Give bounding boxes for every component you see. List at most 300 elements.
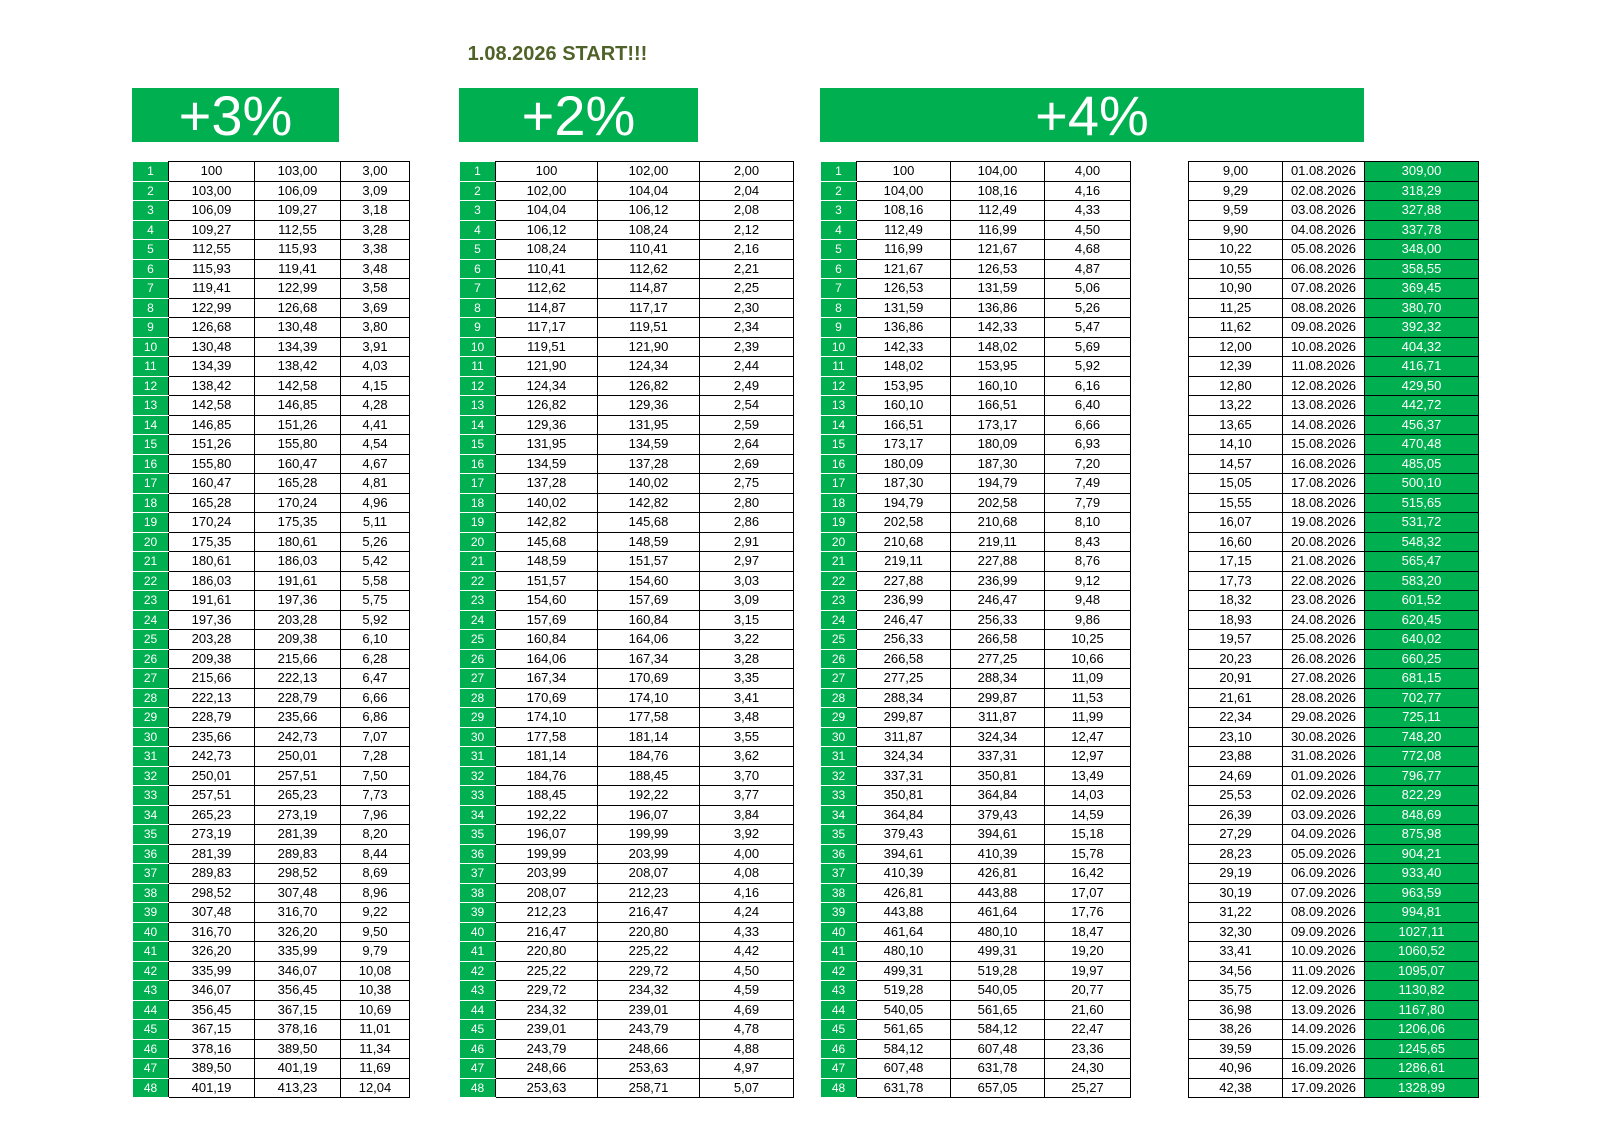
value-cell: 13,22: [1189, 396, 1283, 416]
row-number: 39: [460, 903, 496, 923]
value-cell: 4,24: [700, 903, 794, 923]
row-number: 43: [821, 981, 857, 1001]
row-number: 27: [821, 669, 857, 689]
table-row: [133, 376, 410, 396]
date-cell: 24.08.2026: [1283, 610, 1365, 630]
value-cell: 197,36: [255, 591, 341, 611]
value-cell: 202,58: [857, 513, 951, 533]
value-cell: 154,60: [496, 591, 598, 611]
value-cell: 311,87: [951, 708, 1045, 728]
value-cell: 148,02: [857, 357, 951, 377]
running-total-cell: 601,52: [1365, 591, 1479, 611]
value-cell: 17,07: [1045, 883, 1131, 903]
table-row: [821, 513, 1131, 533]
value-cell: 31,22: [1189, 903, 1283, 923]
table-row: [460, 766, 794, 786]
table-row: [821, 864, 1131, 884]
running-total-cell: 702,77: [1365, 688, 1479, 708]
row-number: 8: [821, 298, 857, 318]
running-total-cell: 548,32: [1365, 532, 1479, 552]
value-cell: 222,13: [169, 688, 255, 708]
running-total-cell: 822,29: [1365, 786, 1479, 806]
table-row: [1189, 318, 1479, 338]
table-row: [821, 1000, 1131, 1020]
table-4-percent: [820, 161, 1131, 1098]
value-cell: 212,23: [598, 883, 700, 903]
value-cell: 119,51: [598, 318, 700, 338]
running-total-cell: 1206,06: [1365, 1020, 1479, 1040]
date-cell: 04.08.2026: [1283, 220, 1365, 240]
row-number: 4: [821, 220, 857, 240]
date-cell: 16.08.2026: [1283, 454, 1365, 474]
row-number: 5: [821, 240, 857, 260]
row-number: 37: [460, 864, 496, 884]
table-row: [1189, 805, 1479, 825]
table-row: [133, 240, 410, 260]
value-cell: 27,29: [1189, 825, 1283, 845]
value-cell: 2,69: [700, 454, 794, 474]
value-cell: 2,16: [700, 240, 794, 260]
value-cell: 177,58: [598, 708, 700, 728]
value-cell: 2,39: [700, 337, 794, 357]
running-total-cell: 456,37: [1365, 415, 1479, 435]
value-cell: 11,99: [1045, 708, 1131, 728]
table-row: [1189, 922, 1479, 942]
running-total-cell: 416,71: [1365, 357, 1479, 377]
date-cell: 01.08.2026: [1283, 162, 1365, 182]
value-cell: 250,01: [255, 747, 341, 767]
value-cell: 157,69: [496, 610, 598, 630]
value-cell: 212,23: [496, 903, 598, 923]
value-cell: 235,66: [169, 727, 255, 747]
value-cell: 109,27: [169, 220, 255, 240]
value-cell: 148,59: [598, 532, 700, 552]
value-cell: 410,39: [951, 844, 1045, 864]
value-cell: 337,31: [857, 766, 951, 786]
value-cell: 6,28: [341, 649, 410, 669]
table-row: [133, 864, 410, 884]
running-total-cell: 620,45: [1365, 610, 1479, 630]
value-cell: 22,34: [1189, 708, 1283, 728]
table-row: [133, 766, 410, 786]
value-cell: 243,79: [598, 1020, 700, 1040]
value-cell: 7,50: [341, 766, 410, 786]
row-number: 15: [133, 435, 169, 455]
value-cell: 394,61: [857, 844, 951, 864]
value-cell: 4,00: [1045, 162, 1131, 182]
row-number: 48: [460, 1078, 496, 1098]
row-number: 33: [460, 786, 496, 806]
value-cell: 164,06: [496, 649, 598, 669]
value-cell: 110,41: [598, 240, 700, 260]
value-cell: 8,96: [341, 883, 410, 903]
value-cell: 239,01: [496, 1020, 598, 1040]
table-row: [460, 649, 794, 669]
table-row: [821, 415, 1131, 435]
value-cell: 137,28: [496, 474, 598, 494]
value-cell: 228,79: [169, 708, 255, 728]
value-cell: 112,62: [598, 259, 700, 279]
value-cell: 140,02: [598, 474, 700, 494]
table-row: [821, 1020, 1131, 1040]
table-row: [460, 844, 794, 864]
value-cell: 9,00: [1189, 162, 1283, 182]
value-cell: 180,61: [169, 552, 255, 572]
value-cell: 42,38: [1189, 1078, 1283, 1098]
value-cell: 220,80: [496, 942, 598, 962]
value-cell: 10,69: [341, 1000, 410, 1020]
row-number: 12: [133, 376, 169, 396]
row-number: 31: [133, 747, 169, 767]
table-row: [1189, 240, 1479, 260]
table-row: [1189, 201, 1479, 221]
row-number: 26: [460, 649, 496, 669]
table-row: [821, 981, 1131, 1001]
table-row: [460, 474, 794, 494]
value-cell: 7,28: [341, 747, 410, 767]
value-cell: 20,23: [1189, 649, 1283, 669]
value-cell: 2,04: [700, 181, 794, 201]
value-cell: 142,58: [169, 396, 255, 416]
value-cell: 187,30: [857, 474, 951, 494]
value-cell: 11,01: [341, 1020, 410, 1040]
value-cell: 5,47: [1045, 318, 1131, 338]
row-number: 27: [460, 669, 496, 689]
running-total-cell: 1286,61: [1365, 1059, 1479, 1079]
table-row: [821, 1039, 1131, 1059]
value-cell: 32,30: [1189, 922, 1283, 942]
table-row: [133, 727, 410, 747]
date-cell: 20.08.2026: [1283, 532, 1365, 552]
table-row: [460, 220, 794, 240]
value-cell: 3,77: [700, 786, 794, 806]
table-row: [460, 747, 794, 767]
value-cell: 8,10: [1045, 513, 1131, 533]
row-number: 17: [133, 474, 169, 494]
value-cell: 131,59: [857, 298, 951, 318]
value-cell: 11,69: [341, 1059, 410, 1079]
value-cell: 15,55: [1189, 493, 1283, 513]
table-daily-totals: [1188, 161, 1479, 1098]
value-cell: 6,16: [1045, 376, 1131, 396]
row-number: 19: [821, 513, 857, 533]
value-cell: 219,11: [857, 552, 951, 572]
row-number: 32: [460, 766, 496, 786]
table-row: [133, 1020, 410, 1040]
table-row: [460, 922, 794, 942]
table-row: [133, 981, 410, 1001]
value-cell: 108,24: [598, 220, 700, 240]
value-cell: 227,88: [951, 552, 1045, 572]
value-cell: 219,11: [951, 532, 1045, 552]
value-cell: 288,34: [857, 688, 951, 708]
value-cell: 378,16: [169, 1039, 255, 1059]
value-cell: 131,95: [598, 415, 700, 435]
table-row: [821, 844, 1131, 864]
running-total-cell: 848,69: [1365, 805, 1479, 825]
table-row: [460, 1039, 794, 1059]
value-cell: 346,07: [169, 981, 255, 1001]
value-cell: 2,21: [700, 259, 794, 279]
value-cell: 160,84: [598, 610, 700, 630]
running-total-cell: 963,59: [1365, 883, 1479, 903]
table-row: [133, 259, 410, 279]
running-total-cell: 796,77: [1365, 766, 1479, 786]
table-row: [1189, 747, 1479, 767]
date-cell: 05.09.2026: [1283, 844, 1365, 864]
value-cell: 119,41: [255, 259, 341, 279]
table-row: [821, 766, 1131, 786]
table-row: [133, 220, 410, 240]
row-number: 23: [821, 591, 857, 611]
value-cell: 4,16: [700, 883, 794, 903]
value-cell: 142,33: [857, 337, 951, 357]
value-cell: 142,82: [496, 513, 598, 533]
table-row: [460, 669, 794, 689]
value-cell: 142,82: [598, 493, 700, 513]
value-cell: 4,03: [341, 357, 410, 377]
table-row: [133, 961, 410, 981]
value-cell: 174,10: [496, 708, 598, 728]
row-number: 21: [460, 552, 496, 572]
value-cell: 561,65: [857, 1020, 951, 1040]
value-cell: 7,79: [1045, 493, 1131, 513]
table-row: [133, 1078, 410, 1098]
value-cell: 2,12: [700, 220, 794, 240]
value-cell: 36,98: [1189, 1000, 1283, 1020]
row-number: 15: [821, 435, 857, 455]
value-cell: 4,08: [700, 864, 794, 884]
table-row: [460, 630, 794, 650]
value-cell: 426,81: [951, 864, 1045, 884]
value-cell: 4,81: [341, 474, 410, 494]
row-number: 31: [460, 747, 496, 767]
value-cell: 16,42: [1045, 864, 1131, 884]
value-cell: 8,44: [341, 844, 410, 864]
date-cell: 16.09.2026: [1283, 1059, 1365, 1079]
row-number: 46: [460, 1039, 496, 1059]
value-cell: 3,35: [700, 669, 794, 689]
value-cell: 188,45: [496, 786, 598, 806]
value-cell: 3,62: [700, 747, 794, 767]
value-cell: 134,59: [598, 435, 700, 455]
value-cell: 15,78: [1045, 844, 1131, 864]
value-cell: 15,18: [1045, 825, 1131, 845]
table-row: [821, 240, 1131, 260]
value-cell: 227,88: [857, 571, 951, 591]
value-cell: 8,43: [1045, 532, 1131, 552]
table-row: [133, 552, 410, 572]
running-total-cell: 318,29: [1365, 181, 1479, 201]
value-cell: 19,20: [1045, 942, 1131, 962]
value-cell: 364,84: [857, 805, 951, 825]
row-number: 8: [133, 298, 169, 318]
value-cell: 7,20: [1045, 454, 1131, 474]
table-row: [821, 337, 1131, 357]
table-row: [460, 162, 794, 182]
table-row: [133, 532, 410, 552]
row-number: 25: [460, 630, 496, 650]
value-cell: 326,20: [169, 942, 255, 962]
row-number: 13: [133, 396, 169, 416]
row-number: 12: [460, 376, 496, 396]
row-number: 45: [821, 1020, 857, 1040]
table-row: [133, 474, 410, 494]
value-cell: 394,61: [951, 825, 1045, 845]
row-number: 37: [133, 864, 169, 884]
running-total-cell: 904,21: [1365, 844, 1479, 864]
table-row: [133, 844, 410, 864]
value-cell: 3,15: [700, 610, 794, 630]
value-cell: 657,05: [951, 1078, 1045, 1098]
value-cell: 5,07: [700, 1078, 794, 1098]
row-number: 7: [821, 279, 857, 299]
row-number: 34: [821, 805, 857, 825]
value-cell: 2,97: [700, 552, 794, 572]
value-cell: 4,88: [700, 1039, 794, 1059]
value-cell: 100: [496, 162, 598, 182]
row-number: 9: [460, 318, 496, 338]
value-cell: 170,69: [598, 669, 700, 689]
value-cell: 256,33: [951, 610, 1045, 630]
value-cell: 3,80: [341, 318, 410, 338]
value-cell: 4,97: [700, 1059, 794, 1079]
table-row: [460, 981, 794, 1001]
value-cell: 196,07: [598, 805, 700, 825]
value-cell: 151,57: [598, 552, 700, 572]
table-row: [460, 337, 794, 357]
value-cell: 164,06: [598, 630, 700, 650]
table-row: [460, 727, 794, 747]
table-row: [821, 942, 1131, 962]
row-number: 48: [821, 1078, 857, 1098]
value-cell: 199,99: [496, 844, 598, 864]
value-cell: 3,41: [700, 688, 794, 708]
value-cell: 130,48: [255, 318, 341, 338]
table-row: [821, 688, 1131, 708]
value-cell: 100: [169, 162, 255, 182]
table-row: [133, 1039, 410, 1059]
value-cell: 104,04: [598, 181, 700, 201]
value-cell: 235,66: [255, 708, 341, 728]
row-number: 16: [821, 454, 857, 474]
table-row: [821, 532, 1131, 552]
row-number: 39: [821, 903, 857, 923]
table-row: [1189, 942, 1479, 962]
value-cell: 5,58: [341, 571, 410, 591]
table-row: [821, 922, 1131, 942]
row-number: 5: [460, 240, 496, 260]
row-number: 3: [821, 201, 857, 221]
value-cell: 173,17: [951, 415, 1045, 435]
date-cell: 30.08.2026: [1283, 727, 1365, 747]
value-cell: 4,16: [1045, 181, 1131, 201]
value-cell: 34,56: [1189, 961, 1283, 981]
table-row: [460, 181, 794, 201]
row-number: 23: [460, 591, 496, 611]
row-number: 10: [460, 337, 496, 357]
table-row: [133, 435, 410, 455]
value-cell: 3,69: [341, 298, 410, 318]
value-cell: 299,87: [951, 688, 1045, 708]
value-cell: 177,58: [496, 727, 598, 747]
value-cell: 2,54: [700, 396, 794, 416]
value-cell: 22,47: [1045, 1020, 1131, 1040]
value-cell: 114,87: [598, 279, 700, 299]
value-cell: 216,47: [598, 903, 700, 923]
value-cell: 108,24: [496, 240, 598, 260]
row-number: 16: [133, 454, 169, 474]
value-cell: 126,53: [857, 279, 951, 299]
running-total-cell: 485,05: [1365, 454, 1479, 474]
value-cell: 153,95: [857, 376, 951, 396]
value-cell: 13,65: [1189, 415, 1283, 435]
value-cell: 225,22: [496, 961, 598, 981]
row-number: 22: [460, 571, 496, 591]
row-number: 26: [133, 649, 169, 669]
value-cell: 100: [857, 162, 951, 182]
banner-3-percent: +3%: [132, 88, 339, 142]
value-cell: 250,01: [169, 766, 255, 786]
table-row: [1189, 786, 1479, 806]
value-cell: 4,15: [341, 376, 410, 396]
running-total-cell: 640,02: [1365, 630, 1479, 650]
row-number: 4: [460, 220, 496, 240]
value-cell: 134,59: [496, 454, 598, 474]
running-total-cell: 583,20: [1365, 571, 1479, 591]
table-row: [821, 825, 1131, 845]
value-cell: 209,38: [169, 649, 255, 669]
value-cell: 461,64: [857, 922, 951, 942]
value-cell: 6,66: [1045, 415, 1131, 435]
value-cell: 191,61: [255, 571, 341, 591]
value-cell: 106,09: [255, 181, 341, 201]
value-cell: 20,91: [1189, 669, 1283, 689]
table-row: [460, 435, 794, 455]
value-cell: 154,60: [598, 571, 700, 591]
table-row: [133, 630, 410, 650]
table-row: [821, 727, 1131, 747]
table-row: [1189, 1078, 1479, 1098]
value-cell: 3,38: [341, 240, 410, 260]
value-cell: 165,28: [169, 493, 255, 513]
value-cell: 146,85: [255, 396, 341, 416]
value-cell: 2,34: [700, 318, 794, 338]
value-cell: 192,22: [496, 805, 598, 825]
table-row: [460, 259, 794, 279]
row-number: 33: [133, 786, 169, 806]
value-cell: 258,71: [598, 1078, 700, 1098]
value-cell: 265,23: [169, 805, 255, 825]
table-row: [133, 298, 410, 318]
row-number: 35: [821, 825, 857, 845]
value-cell: 215,66: [255, 649, 341, 669]
value-cell: 106,12: [598, 201, 700, 221]
table-row: [133, 942, 410, 962]
value-cell: 378,16: [255, 1020, 341, 1040]
table-row: [133, 279, 410, 299]
value-cell: 316,70: [169, 922, 255, 942]
running-total-cell: 392,32: [1365, 318, 1479, 338]
value-cell: 23,10: [1189, 727, 1283, 747]
value-cell: 3,09: [341, 181, 410, 201]
table-row: [821, 649, 1131, 669]
value-cell: 194,79: [951, 474, 1045, 494]
date-cell: 11.08.2026: [1283, 357, 1365, 377]
value-cell: 2,59: [700, 415, 794, 435]
table-row: [133, 805, 410, 825]
value-cell: 18,93: [1189, 610, 1283, 630]
